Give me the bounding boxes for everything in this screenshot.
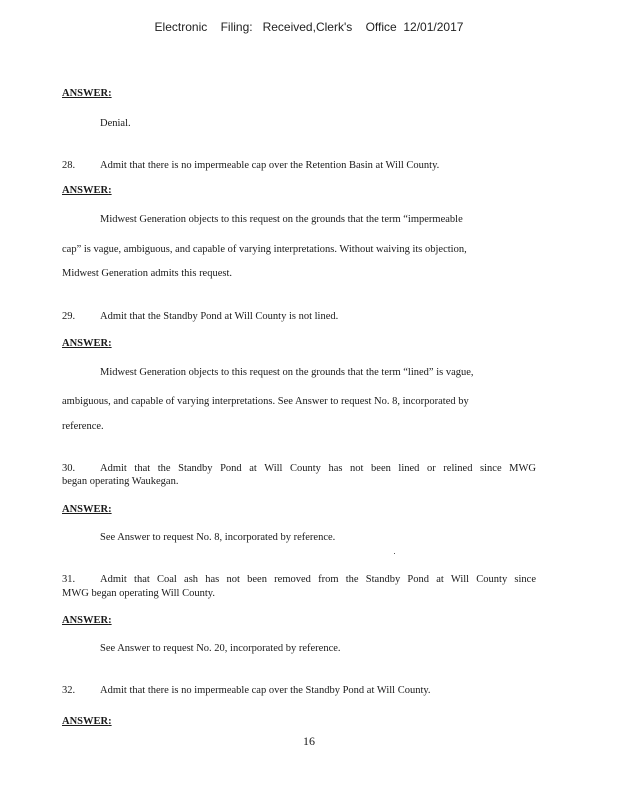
answer-29-line-2: ambiguous, and capable of varying interpretations. See Answer to request No. 8, incorporated by [62, 396, 469, 407]
answer-heading: ANSWER: [62, 716, 112, 727]
answer-28-line-3: Midwest Generation admits this request. [62, 268, 233, 279]
answer-31-text: See Answer to request No. 20, incorporated by reference. [100, 643, 341, 654]
request-30-line-1: 30. Admit that the Standby Pond at Will County has not been lined or relined since MWG [62, 463, 536, 474]
request-29: 29. Admit that the Standby Pond at Will County is not lined. [62, 311, 339, 322]
stray-mark [394, 553, 395, 554]
filing-header: Electronic Filing: Received,Clerk's Office 12/01/2017 [154, 20, 464, 34]
answer-heading: ANSWER: [62, 338, 112, 349]
answer-heading: ANSWER: [62, 615, 112, 626]
answer-28-line-1: Midwest Generation objects to this request on the grounds that the term “impermeable [100, 214, 463, 225]
request-31-line-2: MWG began operating Will County. [62, 588, 215, 599]
answer-29-line-1: Midwest Generation objects to this request on the grounds that the term “lined” is vague, [100, 367, 474, 378]
answer-heading: ANSWER: [62, 504, 112, 515]
answer-text: Denial. [100, 118, 131, 129]
answer-30-text: See Answer to request No. 8, incorporated by reference. [100, 532, 336, 543]
request-31-line-1: 31. Admit that Coal ash has not been removed from the Standby Pond at Will County since [62, 574, 536, 585]
answer-heading: ANSWER: [62, 88, 112, 99]
answer-heading: ANSWER: [62, 185, 112, 196]
page-number: 16 [303, 734, 315, 748]
request-30-line-2: began operating Waukegan. [62, 476, 179, 487]
request-32: 32. Admit that there is no impermeable cap over the Standby Pond at Will County. [62, 685, 431, 696]
answer-29-line-3: reference. [62, 421, 104, 432]
request-28: 28. Admit that there is no impermeable cap over the Retention Basin at Will County. [62, 160, 440, 171]
answer-28-line-2: cap” is vague, ambiguous, and capable of varying interpretations. Without waiving its objection, [62, 244, 467, 255]
